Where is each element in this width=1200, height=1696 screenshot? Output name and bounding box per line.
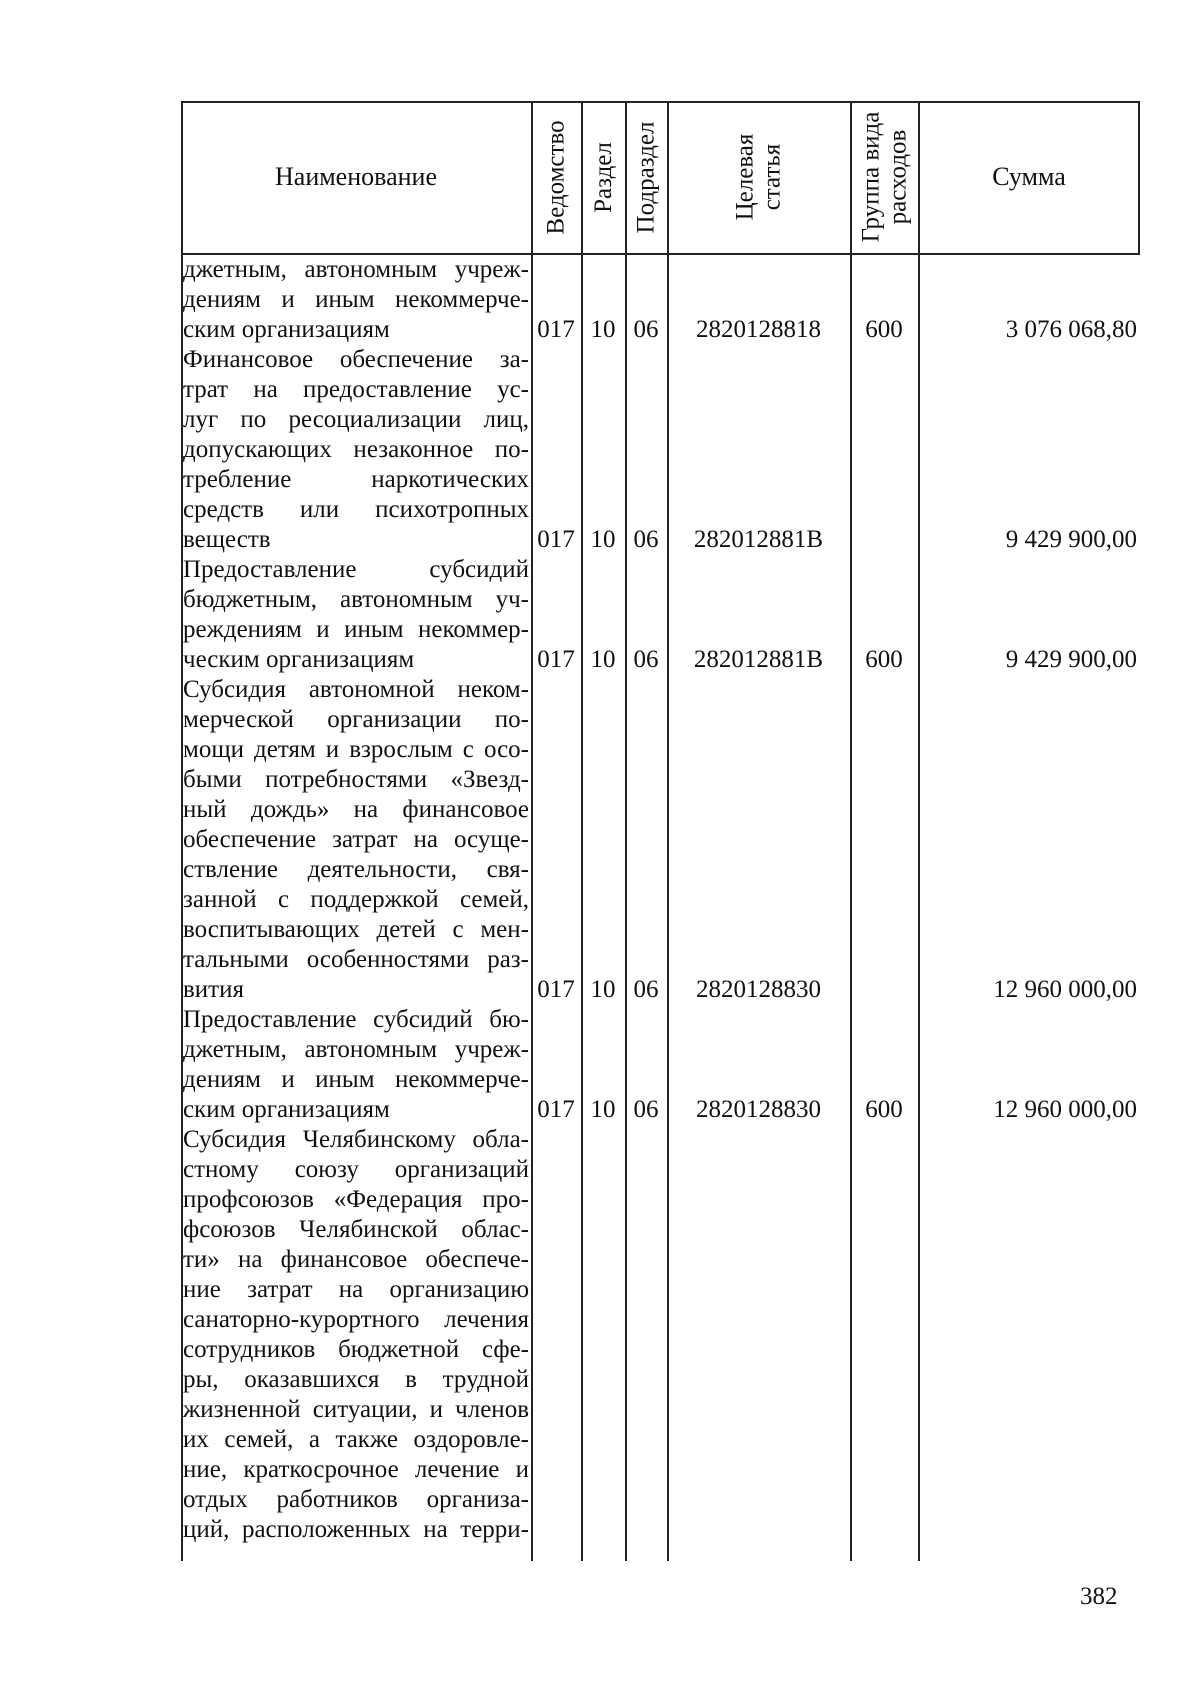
sum-value: 9 429 900,00 — [1005, 526, 1137, 553]
sum-value: 3 076 068,80 — [1005, 316, 1137, 343]
description-line: профсоюзов «Федерация про- — [183, 1186, 529, 1213]
subsection-code: 06 — [633, 646, 659, 673]
target-article: 2820128830 — [696, 1096, 821, 1123]
description-line: вития — [183, 976, 244, 1003]
description-line: ние, краткосрочное лечение и — [183, 1456, 529, 1483]
sum-value: 9 429 900,00 — [1005, 646, 1137, 673]
header-section: Раздел — [589, 141, 617, 213]
description-line: ским организациям — [183, 1096, 390, 1123]
description-line: дениям и иным некоммерче- — [183, 286, 529, 313]
description-line: ций, расположенных на терри- — [183, 1516, 529, 1543]
subsection-code: 06 — [633, 526, 659, 553]
description-line: санаторно-курортного лечения — [183, 1306, 529, 1333]
description-line: тальными особенностями раз- — [183, 946, 529, 973]
description-line: реждениям и иным некоммер- — [183, 616, 529, 643]
target-article: 282012881В — [693, 646, 824, 673]
expense-group: 600 — [865, 316, 903, 343]
row-description — [183, 675, 529, 1005]
description-line: допускающих незаконное по- — [183, 436, 529, 463]
description-line: их семей, а также оздоровле- — [183, 1426, 529, 1453]
row-description — [183, 1125, 529, 1545]
target-article: 2820128818 — [696, 316, 821, 343]
description-line: занной с поддержкой семей, — [183, 886, 529, 913]
description-line: джетным, автономным учреж- — [183, 256, 529, 283]
description-line: требление наркотических — [183, 466, 529, 493]
header-department: Ведомство — [542, 119, 570, 235]
description-line: луг по ресоциализации лиц, — [183, 406, 529, 433]
sum-value: 12 960 000,00 — [993, 976, 1137, 1003]
description-line: Субсидия Челябинскому обла- — [183, 1126, 529, 1153]
header-name: Наименование — [275, 162, 437, 191]
description-line: бюджетным, автономным уч- — [183, 586, 529, 613]
description-line: Субсидия автономной неком- — [183, 676, 529, 703]
description-line: ный дождь» на финансовое — [183, 796, 529, 823]
description-line: мерческой организации по- — [183, 706, 529, 733]
description-line: воспитывающих детей с мен- — [183, 916, 529, 943]
description-line: ским организациям — [183, 316, 390, 343]
description-line: ти» на финансовое обеспече- — [183, 1246, 529, 1273]
description-line: Предоставление субсидий — [183, 556, 529, 583]
description-line: веществ — [183, 526, 271, 553]
description-line: средств или психотропных — [183, 496, 529, 523]
expense-group: 600 — [865, 646, 903, 673]
header-target: Целевая статья — [731, 133, 786, 221]
section-code: 10 — [590, 646, 616, 673]
header-expense-group: Группа вида расходов — [857, 111, 911, 243]
row-description — [183, 345, 529, 555]
row-description — [183, 555, 529, 675]
header-subsection: Подраздел — [632, 121, 660, 233]
description-line: ние затрат на организацию — [183, 1276, 529, 1303]
description-line: обеспечение затрат на осуще- — [183, 826, 529, 853]
section-code: 10 — [590, 526, 616, 553]
description-line: отдых работников организа- — [183, 1486, 529, 1513]
description-line: дениям и иным некоммерче- — [183, 1066, 529, 1093]
description-line: ры, оказавшихся в трудной — [183, 1366, 529, 1393]
description-line: ствление деятельности, свя- — [183, 856, 529, 883]
target-article: 2820128830 — [696, 976, 821, 1003]
department-code: 017 — [537, 316, 575, 343]
description-line: трат на предоставление ус- — [183, 376, 529, 403]
section-code: 10 — [590, 316, 616, 343]
department-code: 017 — [537, 526, 575, 553]
page-number: 382 — [1080, 1583, 1118, 1610]
subsection-code: 06 — [633, 976, 659, 1003]
description-line: Финансовое обеспечение за- — [183, 346, 529, 373]
description-line: жизненной ситуации, и членов — [183, 1396, 529, 1423]
description-line: джетным, автономным учреж- — [183, 1036, 529, 1063]
description-line: быми потребностями «Звезд- — [183, 766, 529, 793]
department-code: 017 — [537, 646, 575, 673]
row-description — [183, 1005, 529, 1125]
section-code: 10 — [590, 1096, 616, 1123]
subsection-code: 06 — [633, 316, 659, 343]
target-article: 282012881В — [693, 526, 824, 553]
description-line: ческим организациям — [183, 646, 415, 673]
description-line: фсоюзов Челябинской облас- — [183, 1216, 529, 1243]
header-sum: Сумма — [992, 162, 1066, 191]
row-description — [183, 255, 529, 345]
sum-value: 12 960 000,00 — [993, 1096, 1137, 1123]
expense-group: 600 — [865, 1096, 903, 1123]
department-code: 017 — [537, 976, 575, 1003]
description-line: мощи детям и взрослым с осо- — [183, 736, 529, 763]
budget-table — [181, 101, 1140, 1561]
description-line: сотрудников бюджетной сфе- — [183, 1336, 529, 1363]
description-line: стному союзу организаций — [183, 1156, 529, 1183]
section-code: 10 — [590, 976, 616, 1003]
department-code: 017 — [537, 1096, 575, 1123]
description-line: Предоставление субсидий бю- — [183, 1006, 529, 1033]
subsection-code: 06 — [633, 1096, 659, 1123]
